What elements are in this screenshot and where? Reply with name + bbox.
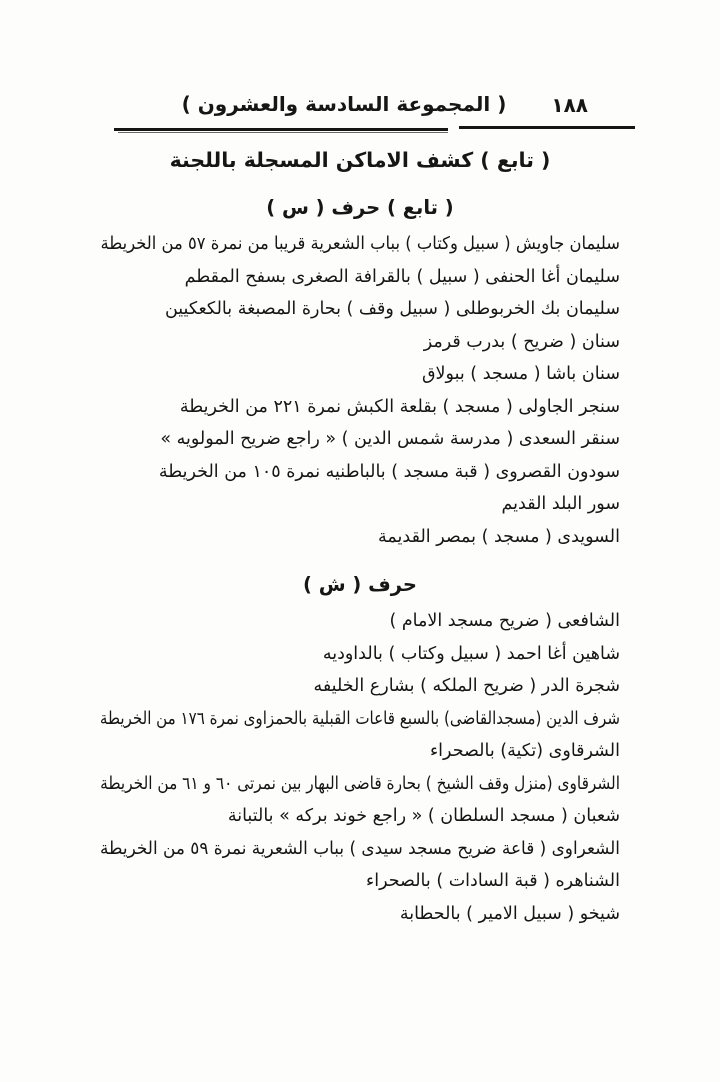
register-entry: شاهين أغا احمد ( سبيل وكتاب ) بالداوديه <box>322 643 620 664</box>
running-header <box>0 90 720 124</box>
header-rule-right <box>459 126 635 129</box>
register-entry: الشعراوى ( قاعة ضريح مسجد سيدى ) بباب الشعرية نمرة ٥٩ من الخريطة <box>99 838 620 859</box>
header-rule-left <box>114 128 448 131</box>
section-heading-seen: ( تابع ) حرف ( س ) <box>266 196 454 219</box>
register-entry: الشناهره ( قبة السادات ) بالصحراء <box>366 871 620 891</box>
register-entry: سنان باشا ( مسجد ) ببولاق <box>421 364 620 384</box>
section-sheen <box>100 573 620 930</box>
register-entry: سودون القصروى ( قبة مسجد ) بالباطنيه نمرة ١٠٥ من الخريطة <box>158 461 620 482</box>
register-entry: شجرة الدر ( ضريح الملكه ) بشارع الخليفه <box>313 676 620 696</box>
register-entry: الشرقاوى (منزل وقف الشيخ ) بحارة قاضى البهار بين نمرتى ٦٠ و ٦١ من الخريطة <box>100 773 620 794</box>
register-entry: شيخو ( سبيل الامير ) بالحطابة <box>399 903 620 924</box>
register-entry: السويدى ( مسجد ) بمصر القديمة <box>378 526 620 547</box>
register-entry: شعبان ( مسجد السلطان ) « راجع خوند بركه » بالتبانة <box>227 806 620 826</box>
entries-seen <box>100 228 620 553</box>
collection-title: ( المجموعة السادسة والعشرون ) <box>181 92 507 116</box>
register-entry: سليمان بك الخربوطلى ( سبيل وقف ) بحارة المصبغة بالكعكيين <box>164 299 620 319</box>
page-content <box>100 148 620 930</box>
register-entry: سنقر السعدى ( مدرسة شمس الدين ) « راجع ضريح المولويه » <box>160 429 620 449</box>
section-seen <box>100 196 620 553</box>
register-entry: سليمان جاويش ( سبيل وكتاب ) بباب الشعرية قريبا من نمرة ٥٧ من الخريطة <box>100 234 620 254</box>
register-entry: الشرقاوى (تكية) بالصحراء <box>429 741 620 761</box>
register-entry: سنجر الجاولى ( مسجد ) بقلعة الكبش نمرة ٢٢١ من الخريطة <box>179 396 620 417</box>
register-entry: سنان ( ضريح ) بدرب قرمز <box>423 331 620 352</box>
register-entry: سور البلد القديم <box>501 494 620 514</box>
register-entry: سليمان أغا الحنفى ( سبيل ) بالقرافة الصغرى بسفح المقطم <box>184 266 620 287</box>
section-heading-sheen: حرف ( ش ) <box>303 573 417 596</box>
register-entry: الشافعى ( ضريح مسجد الامام ) <box>389 611 620 631</box>
document-title: ( تابع ) كشف الاماكن المسجلة باللجنة <box>169 148 551 172</box>
register-entry: شرف الدين (مسجدالقاضى) بالسبع قاعات القبلية بالحمزاوى نمرة ١٧٦ من الخريطة <box>99 708 620 729</box>
page-number: ١٨٨ <box>551 93 588 117</box>
entries-sheen <box>100 605 620 930</box>
